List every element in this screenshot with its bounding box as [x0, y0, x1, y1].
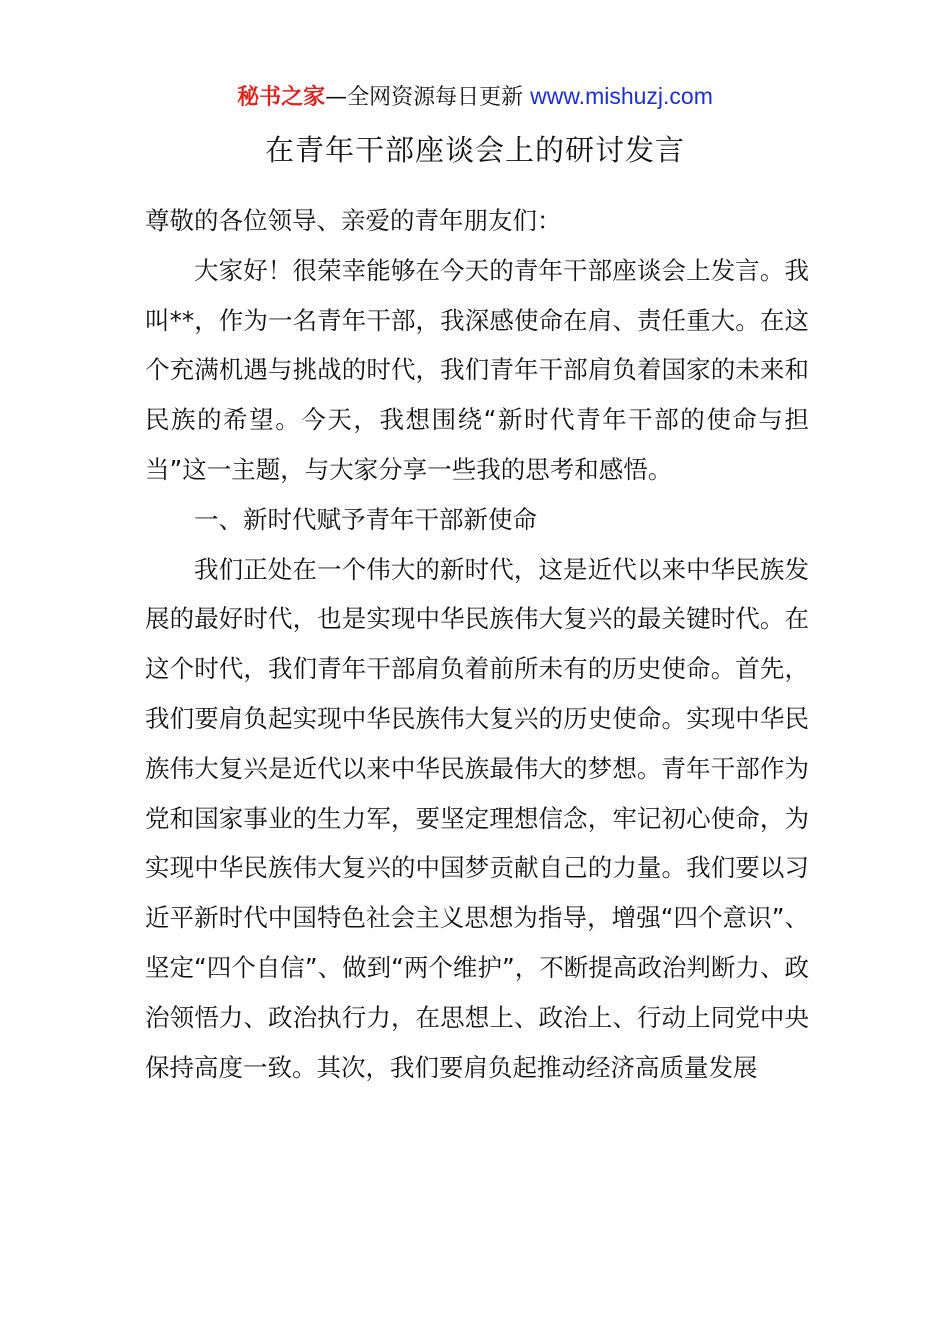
paragraph-section-one: 我们正处在一个伟大的新时代，这是近代以来中华民族发展的最好时代，也是实现中华民族伟大复兴的最关键时代。在这个时代，我们青年干部肩负着前所未有的历史使命。首先，我们要肩负起实现中华民族伟大复兴的历史使命。实现中华民族伟大复兴是近代以来中华民族最伟大的梦想。青年干部作为党和国家事业的生力军，要坚定理想信念，牢记初心使命，为实现中华民族伟大复兴的中国梦贡献自己的力量。我们要以习近平新时代中国特色社会主义思想为指导，增强“四个意识”、坚定“四个自信”、做到“两个维护”，不断提高政治判断力、政治领悟力、政治执行力，在思想上、政治上、行动上同党中央保持高度一致。其次，我们要肩负起推动经济高质量发展: [145, 554, 809, 1082]
section-heading: 一、新时代赋予青年干部新使命: [194, 504, 537, 534]
brand-name: 秘书之家: [237, 85, 326, 110]
header-tagline: —全网资源每日更新: [325, 85, 531, 110]
site-header: [0, 80, 950, 114]
document-title: 在青年干部座谈会上的研讨发言: [264, 133, 685, 167]
site-url-link[interactable]: www.mishuzj.com: [530, 83, 713, 109]
document-body: [145, 196, 809, 1092]
paragraph-opening: 大家好！很荣幸能够在今天的青年干部座谈会上发言。我叫**，作为一名青年干部，我深感使命在肩、责任重大。在这个充满机遇与挑战的时代，我们青年干部肩负着国家的未来和民族的希望。今天，我想围绕“新时代青年干部的使命与担当”这一主题，与大家分享一些我的思考和感悟。: [145, 255, 809, 484]
salutation: 尊敬的各位领导、亲爱的青年朋友们：: [145, 206, 562, 235]
